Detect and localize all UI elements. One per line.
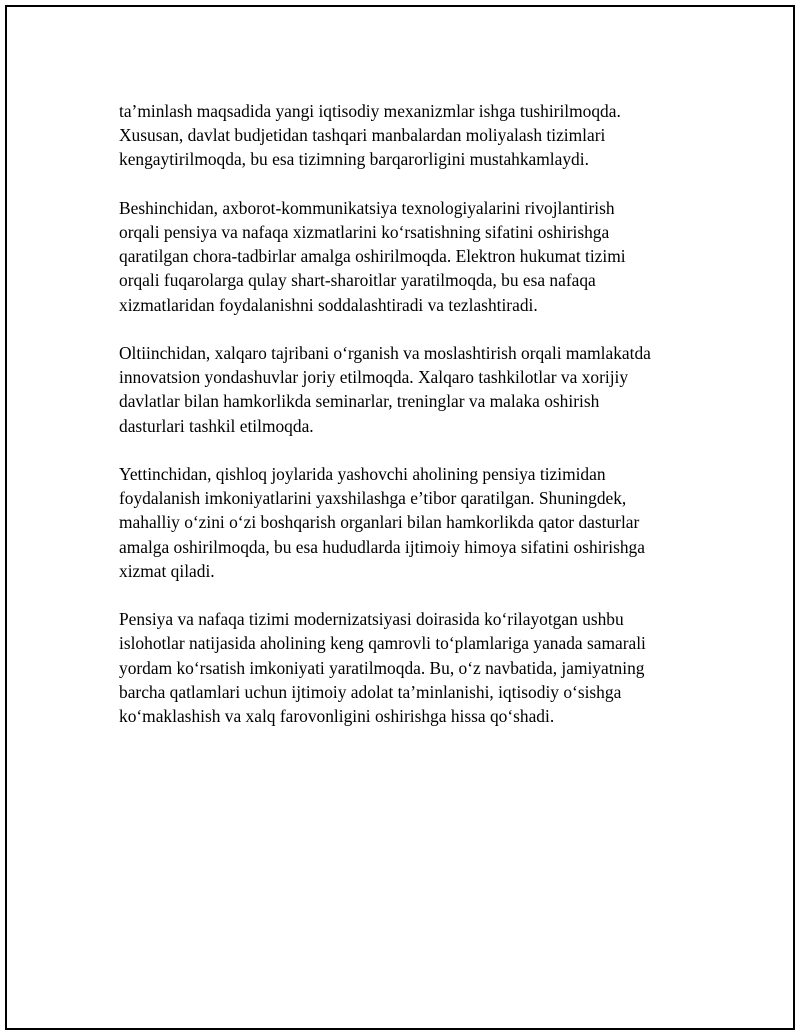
text-line: Beshinchidan, axborot-kommunikatsiya texnologiyalarini rivojlantirish xyxy=(119,197,615,218)
text-line: kengaytirilmoqda, bu esa tizimning barqarorligini mustahkamlaydi. xyxy=(119,149,589,170)
text-line: amalga oshirilmoqda, bu esa hududlarda ijtimoiy himoya sifatini oshirishga xyxy=(119,536,645,557)
paragraph-3 xyxy=(119,341,709,438)
text-line: islohotlar natijasida aholining keng qamrovli toʻplamlariga yanada samarali xyxy=(119,633,646,654)
text-line: koʻmaklashish va xalq farovonligini oshirishga hissa qoʻshadi. xyxy=(119,706,555,727)
text-line: innovatsion yondashuvlar joriy etilmoqda. Xalqaro tashkilotlar va xorijiy xyxy=(119,367,629,388)
text-line: ta’minlash maqsadida yangi iqtisodiy mexanizmlar ishga tushirilmoqda. xyxy=(119,101,621,121)
text-line: Xususan, davlat budjetidan tashqari manbalardan moliyalash tizimlari xyxy=(119,125,606,146)
text-line: Yettinchidan, qishloq joylarida yashovchi aholining pensiya tizimidan xyxy=(119,464,606,484)
document-page xyxy=(5,5,795,1030)
paragraph-4 xyxy=(119,462,709,583)
text-line: orqali pensiya va nafaqa xizmatlarini koʻrsatishning sifatini oshirishga xyxy=(119,222,610,242)
text-line: Oltiinchidan, xalqaro tajribani oʻrganish va moslashtirish orqali mamlakatda xyxy=(119,343,651,363)
text-line: orqali fuqarolarga qulay shart-sharoitlar yaratilmoqda, bu esa nafaqa xyxy=(119,270,596,291)
paragraph-5 xyxy=(119,607,709,728)
document-body xyxy=(119,99,709,752)
paragraph-2 xyxy=(119,196,709,317)
text-line: qaratilgan chora-tadbirlar amalga oshirilmoqda. Elektron hukumat tizimi xyxy=(119,246,626,267)
text-line: barcha qatlamlari uchun ijtimoiy adolat ta’minlanishi, iqtisodiy oʻsishga xyxy=(119,681,622,702)
text-line: xizmat qiladi. xyxy=(119,560,215,581)
paragraph-1 xyxy=(119,99,709,172)
text-line: Pensiya va nafaqa tizimi modernizatsiyasi doirasida koʻrilayotgan ushbu xyxy=(119,609,624,630)
text-line: mahalliy oʻzini oʻzi boshqarish organlari bilan hamkorlikda qator dasturlar xyxy=(119,512,640,533)
text-line: xizmatlaridan foydalanishni soddalashtiradi va tezlashtiradi. xyxy=(119,294,538,315)
text-line: yordam koʻrsatish imkoniyati yaratilmoqda. Bu, oʻz navbatida, jamiyatning xyxy=(119,657,645,678)
text-line: dasturlari tashkil etilmoqda. xyxy=(119,415,314,436)
text-line: foydalanish imkoniyatlarini yaxshilashga e’tibor qaratilgan. Shuningdek, xyxy=(119,488,627,509)
text-line: davlatlar bilan hamkorlikda seminarlar, treninglar va malaka oshirish xyxy=(119,391,600,412)
